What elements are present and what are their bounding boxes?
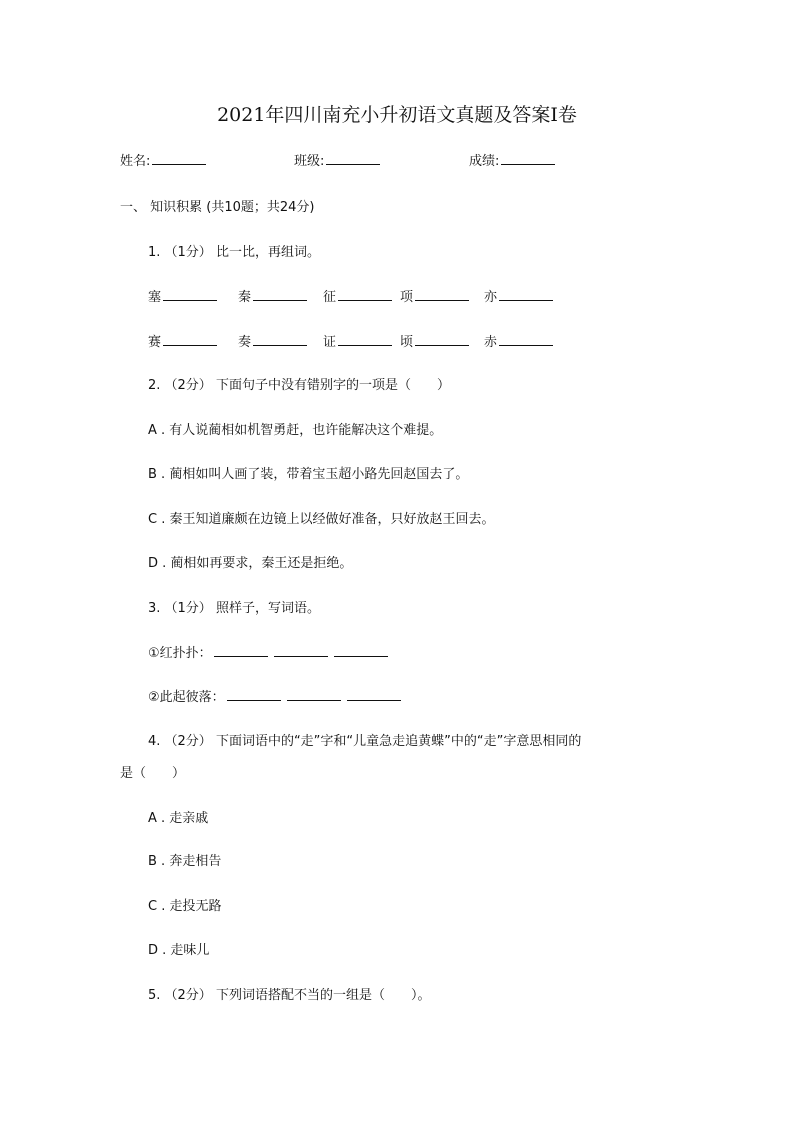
- char-label: 秦: [238, 290, 252, 305]
- q3-item-label: ②此起彼落：: [148, 690, 225, 705]
- word-blank-item: [323, 288, 392, 307]
- char-label: 赤: [484, 335, 498, 350]
- option-d: D . 走味儿: [148, 943, 210, 958]
- option-b: B . 奔走相告: [148, 854, 222, 869]
- answer-blank[interactable]: [214, 644, 268, 657]
- char-label: 征: [323, 290, 337, 305]
- question-1: 1. （1分） 比一比，再组词。: [148, 245, 320, 260]
- option-c: C . 走投无路: [148, 899, 222, 914]
- question-4-cont: 是（ ）: [120, 766, 186, 781]
- answer-blank[interactable]: [274, 644, 328, 657]
- answer-blank[interactable]: [287, 688, 341, 701]
- name-blank[interactable]: [152, 152, 206, 165]
- q3-item-label: ①红扑扑：: [148, 646, 212, 661]
- char-label: 证: [323, 335, 337, 350]
- char-label: 赛: [148, 335, 162, 350]
- option-d: D . 蔺相如再要求，秦王还是拒绝。: [148, 556, 353, 571]
- word-blank-item: [238, 333, 307, 352]
- answer-blank[interactable]: [338, 333, 392, 346]
- char-label: 亦: [484, 290, 498, 305]
- char-label: 奏: [238, 335, 252, 350]
- answer-blank[interactable]: [163, 333, 217, 346]
- char-label: 塞: [148, 290, 162, 305]
- class-label: 班级:: [294, 154, 325, 169]
- option-b: B . 蔺相如叫人画了装，带着宝玉超小路先回赵国去了。: [148, 467, 469, 482]
- option-a: A . 有人说蔺相如机智勇赶，也许能解决这个难提。: [148, 423, 443, 438]
- word-blank-item: [148, 333, 217, 352]
- answer-blank[interactable]: [347, 688, 401, 701]
- answer-blank[interactable]: [415, 333, 469, 346]
- word-blank-item: [484, 288, 553, 307]
- option-c: C . 秦王知道廉颇在边镜上以经做好准备，只好放赵王回去。: [148, 512, 495, 527]
- option-a: A . 走亲戚: [148, 811, 209, 826]
- question-5: 5. （2分） 下列词语搭配不当的一组是（ ）。: [148, 988, 431, 1003]
- q3-item-1: [148, 644, 388, 663]
- word-blank-item: [484, 333, 553, 352]
- answer-blank[interactable]: [499, 333, 553, 346]
- word-blank-item: [323, 333, 392, 352]
- score-blank[interactable]: [501, 152, 555, 165]
- answer-blank[interactable]: [227, 688, 281, 701]
- char-label: 项: [400, 290, 414, 305]
- answer-blank[interactable]: [253, 288, 307, 301]
- page-title: 2021年四川南充小升初语文真题及答案Ⅰ卷: [217, 104, 577, 126]
- answer-blank[interactable]: [415, 288, 469, 301]
- q3-item-2: [148, 688, 401, 707]
- word-blank-item: [400, 333, 469, 352]
- class-field[interactable]: [294, 152, 380, 171]
- name-field[interactable]: [120, 152, 206, 171]
- answer-blank[interactable]: [338, 288, 392, 301]
- word-blank-item: [238, 288, 307, 307]
- name-label: 姓名:: [120, 154, 151, 169]
- answer-blank[interactable]: [163, 288, 217, 301]
- char-label: 顷: [400, 335, 414, 350]
- answer-blank[interactable]: [253, 333, 307, 346]
- question-4: 4. （2分） 下面词语中的“走”字和“儿童急走追黄蝶”中的“走”字意思相同的: [148, 734, 582, 749]
- word-blank-item: [400, 288, 469, 307]
- score-label: 成绩:: [469, 154, 500, 169]
- question-3: 3. （1分） 照样子，写词语。: [148, 601, 320, 616]
- class-blank[interactable]: [326, 152, 380, 165]
- word-blank-item: [148, 288, 217, 307]
- answer-blank[interactable]: [334, 644, 388, 657]
- question-2: 2. （2分） 下面句子中没有错别字的一项是（ ）: [148, 378, 450, 393]
- answer-blank[interactable]: [499, 288, 553, 301]
- score-field[interactable]: [469, 152, 555, 171]
- section-heading: 一、 知识积累 (共10题；共24分): [120, 200, 315, 215]
